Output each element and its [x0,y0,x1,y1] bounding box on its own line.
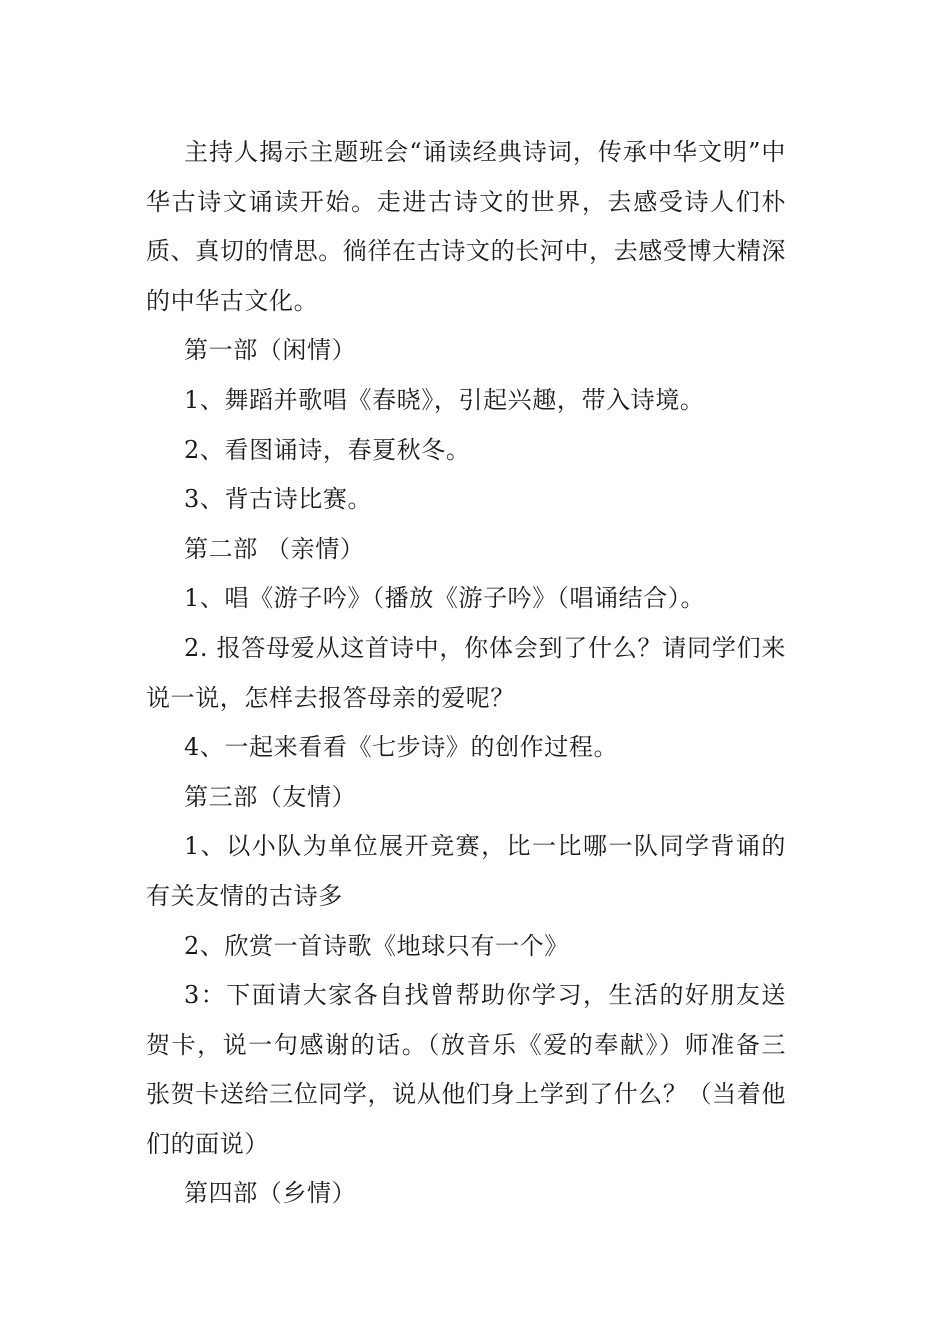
section-heading-part-two: 第二部 （亲情） [184,534,365,563]
section-heading-part-one: 第一部（闲情） [184,336,357,365]
list-item: 3、背古诗比赛。 [184,485,373,514]
list-item: 2、欣赏一首诗歌《地球只有一个》 [184,931,569,960]
list-item: 4、一起来看看《七步诗》的创作过程。 [184,733,619,762]
section-heading-part-three: 第三部（友情） [184,782,357,811]
document-body [146,128,786,1219]
list-item: 1、以小队为单位展开竞赛，比一比哪一队同学背诵的有关友情的古诗多 [146,832,786,910]
list-item: 2、看图诵诗，春夏秋冬。 [184,435,471,464]
list-item: 1、舞蹈并歌唱《春晓》，引起兴趣，带入诗境。 [184,385,705,414]
section-heading-part-four: 第四部（乡情） [184,1179,357,1208]
list-item: 2. 报答母爱从这首诗中，你体会到了什么？请同学们来说一说，怎样去报答母亲的爱呢？ [146,633,786,712]
list-item: 3：下面请大家各自找曾帮助你学习，生活的好朋友送贺卡，说一句感谢的话。（放音乐《爱的奉献》）师准备三张贺卡送给三位同学，说从他们身上学到了什么？（当着他们的面说） [146,981,786,1158]
intro-paragraph: 主持人揭示主题班会“诵读经典诗词，传承中华文明”中华古诗文诵读开始。走进古诗文的世界，去感受诗人们朴质、真切的情思。徜徉在古诗文的长河中，去感受博大精深的中华古文化。 [146,138,786,315]
list-item: 1、唱《游子吟》（播放《游子吟》（唱诵结合）。 [184,584,706,613]
